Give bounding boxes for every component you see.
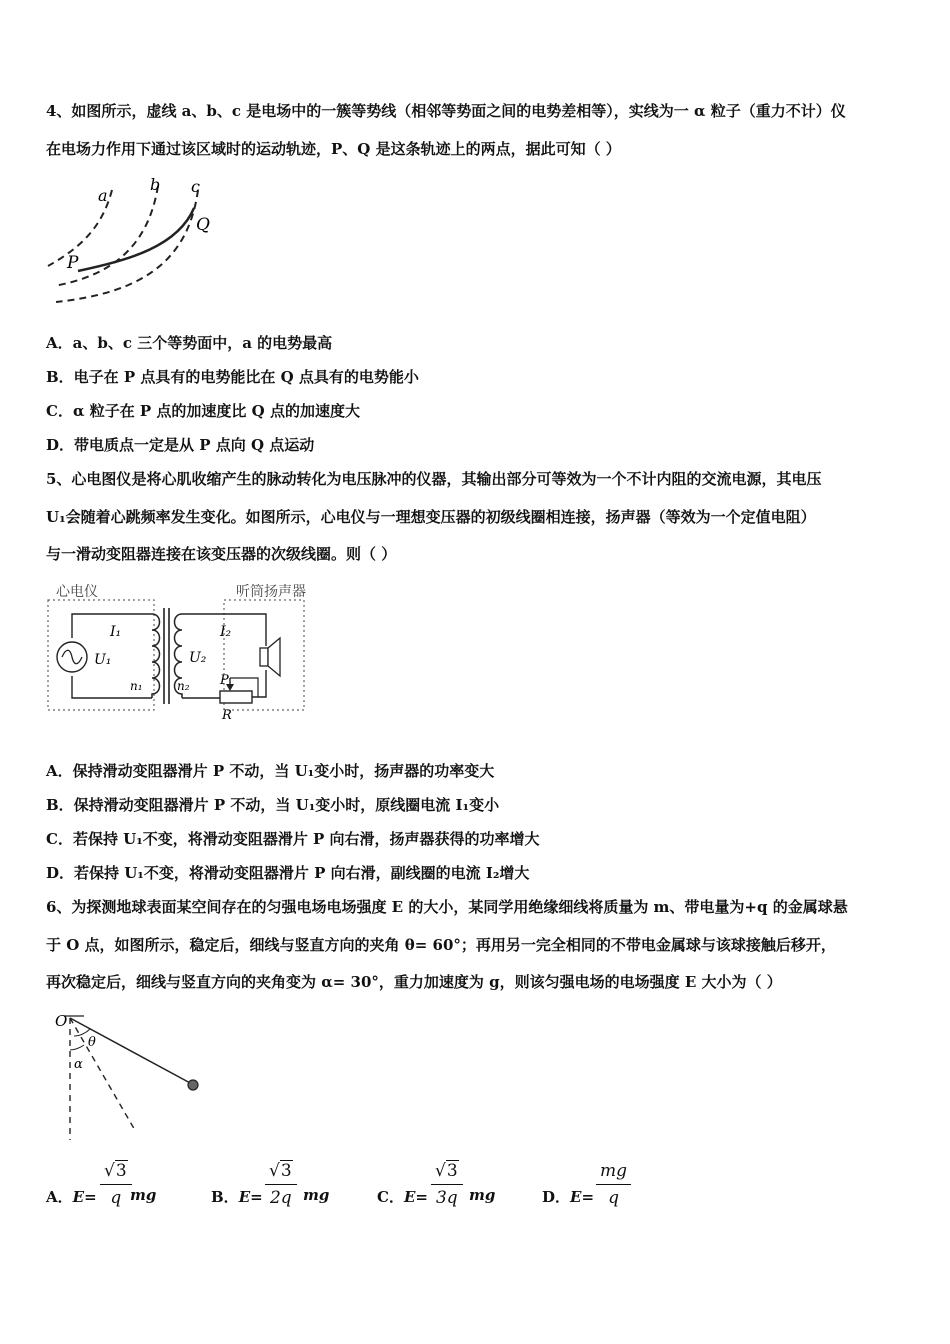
q5-option-a[interactable]: A．保持滑动变阻器滑片 P 不动，当 U₁变小时，扬声器的功率变大: [46, 762, 495, 780]
q6-answer-c-tail: mg: [469, 1186, 496, 1204]
q6-answer-c[interactable]: [377, 1160, 527, 1230]
label-O: O: [55, 1012, 68, 1030]
secondary-wire-right: [252, 670, 266, 697]
q6-answer-b-fraction: √3 2q: [265, 1160, 297, 1209]
primary-coil: [152, 614, 160, 698]
q4-stem-line1: 4、如图所示，虚线 a、b、c 是电场中的一簇等势线（相邻等势面之间的电势差相等），实线为一 α 粒子（重力不计）仪: [46, 102, 846, 120]
q5-stem-line3: 与一滑动变阻器连接在该变压器的次级线圈。则（ ）: [46, 545, 397, 563]
q6-answer-b-tail: mg: [303, 1186, 330, 1204]
speaker-icon-cone: [268, 638, 280, 676]
rheostat-resistor: [220, 691, 252, 703]
label-I2: I₂: [220, 624, 232, 640]
label-speaker-box: 听筒扬声器: [236, 584, 306, 600]
q6-answer-a-tail: mg: [130, 1186, 157, 1204]
label-alpha: α: [74, 1057, 83, 1072]
trajectory-line: [78, 208, 194, 271]
speaker-icon-body: [260, 648, 268, 666]
q6-pendulum-figure: [50, 1008, 220, 1148]
label-R: R: [222, 708, 232, 723]
alpha-arc: [70, 1045, 84, 1050]
q4-option-b[interactable]: B．电子在 P 点具有的电势能比在 Q 点具有的电势能小: [46, 368, 419, 386]
q6-answer-d-fraction: mg q: [596, 1160, 631, 1209]
q5-option-b[interactable]: B．保持滑动变阻器滑片 P 不动，当 U₁变小时，原线圈电流 I₁变小: [46, 796, 500, 814]
q6-answer-d[interactable]: [542, 1160, 692, 1230]
label-ecg-device: 心电仪: [56, 584, 98, 600]
q6-answer-row: [46, 1160, 926, 1230]
q6-answer-b[interactable]: [211, 1160, 361, 1230]
q5-option-c[interactable]: C．若保持 U₁不变，将滑动变阻器滑片 P 向右滑，扬声器获得的功率增大: [46, 830, 540, 848]
label-n1: n₁: [130, 679, 143, 693]
label-theta: θ: [88, 1035, 96, 1050]
q5-transformer-circuit: [44, 578, 324, 728]
q6-answer-b-label: B．E=: [211, 1188, 263, 1206]
q4-option-a[interactable]: A．a、b、c 三个等势面中，a 的电势最高: [46, 334, 333, 352]
q6-answer-a-label: A．E=: [46, 1188, 97, 1206]
q6-answer-d-label: D．E=: [542, 1188, 595, 1206]
q6-stem-line3: 再次稳定后，细线与竖直方向的夹角变为 α= 30°，重力加速度为 g，则该匀强电场的电场强度 E 大小为（ ）: [46, 973, 782, 991]
q5-stem-line1: 5、心电图仪是将心肌收缩产生的脉动转化为电压脉冲的仪器，其输出部分可等效为一个不计内阻的交流电源，其电压: [46, 470, 822, 488]
q6-answer-a-fraction: √3 q: [100, 1160, 132, 1209]
label-c: c: [191, 177, 200, 196]
label-Q: Q: [196, 215, 210, 235]
q4-option-c[interactable]: C．α 粒子在 P 点的加速度比 Q 点的加速度大: [46, 402, 360, 420]
label-P: P: [220, 673, 229, 688]
q6-answer-c-fraction: √3 3q: [431, 1160, 463, 1209]
label-P: P: [67, 253, 79, 273]
equipotential-line-c: [56, 190, 198, 302]
q6-stem-line1: 6、为探测地球表面某空间存在的匀强电场电场强度 E 的大小，某同学用绝缘细线将质量为 m、带电量为+q 的金属球悬: [46, 898, 848, 916]
metal-ball-icon: [188, 1080, 198, 1090]
q4-stem-line2: 在电场力作用下通过该区域时的运动轨迹，P、Q 是这条轨迹上的两点，据此可知（ ）: [46, 140, 621, 158]
q6-answer-a[interactable]: [46, 1160, 196, 1230]
q5-stem-line2: U₁会随着心跳频率发生变化。如图所示，心电仪与一理想变压器的初级线圈相连接，扬声器（等效为一个定值电阻）: [46, 508, 816, 526]
q4-equipotential-figure: [40, 168, 230, 318]
label-n2: n₂: [177, 679, 190, 693]
q6-answer-c-label: C．E=: [377, 1188, 428, 1206]
label-a: a: [98, 186, 108, 205]
label-U1: U₁: [94, 652, 112, 668]
q4-option-d[interactable]: D．带电质点一定是从 P 点向 Q 点运动: [46, 436, 315, 454]
q5-option-d[interactable]: D．若保持 U₁不变，将滑动变阻器滑片 P 向右滑，副线圈的电流 I₂增大: [46, 864, 530, 882]
label-U2: U₂: [189, 650, 207, 666]
label-b: b: [150, 175, 161, 194]
q6-stem-line2: 于 O 点，如图所示，稳定后，细线与竖直方向的夹角 θ= 60°；再用另一完全相同的不带电金属球与该球接触后移开，: [46, 936, 836, 954]
label-I1: I₁: [110, 624, 122, 640]
